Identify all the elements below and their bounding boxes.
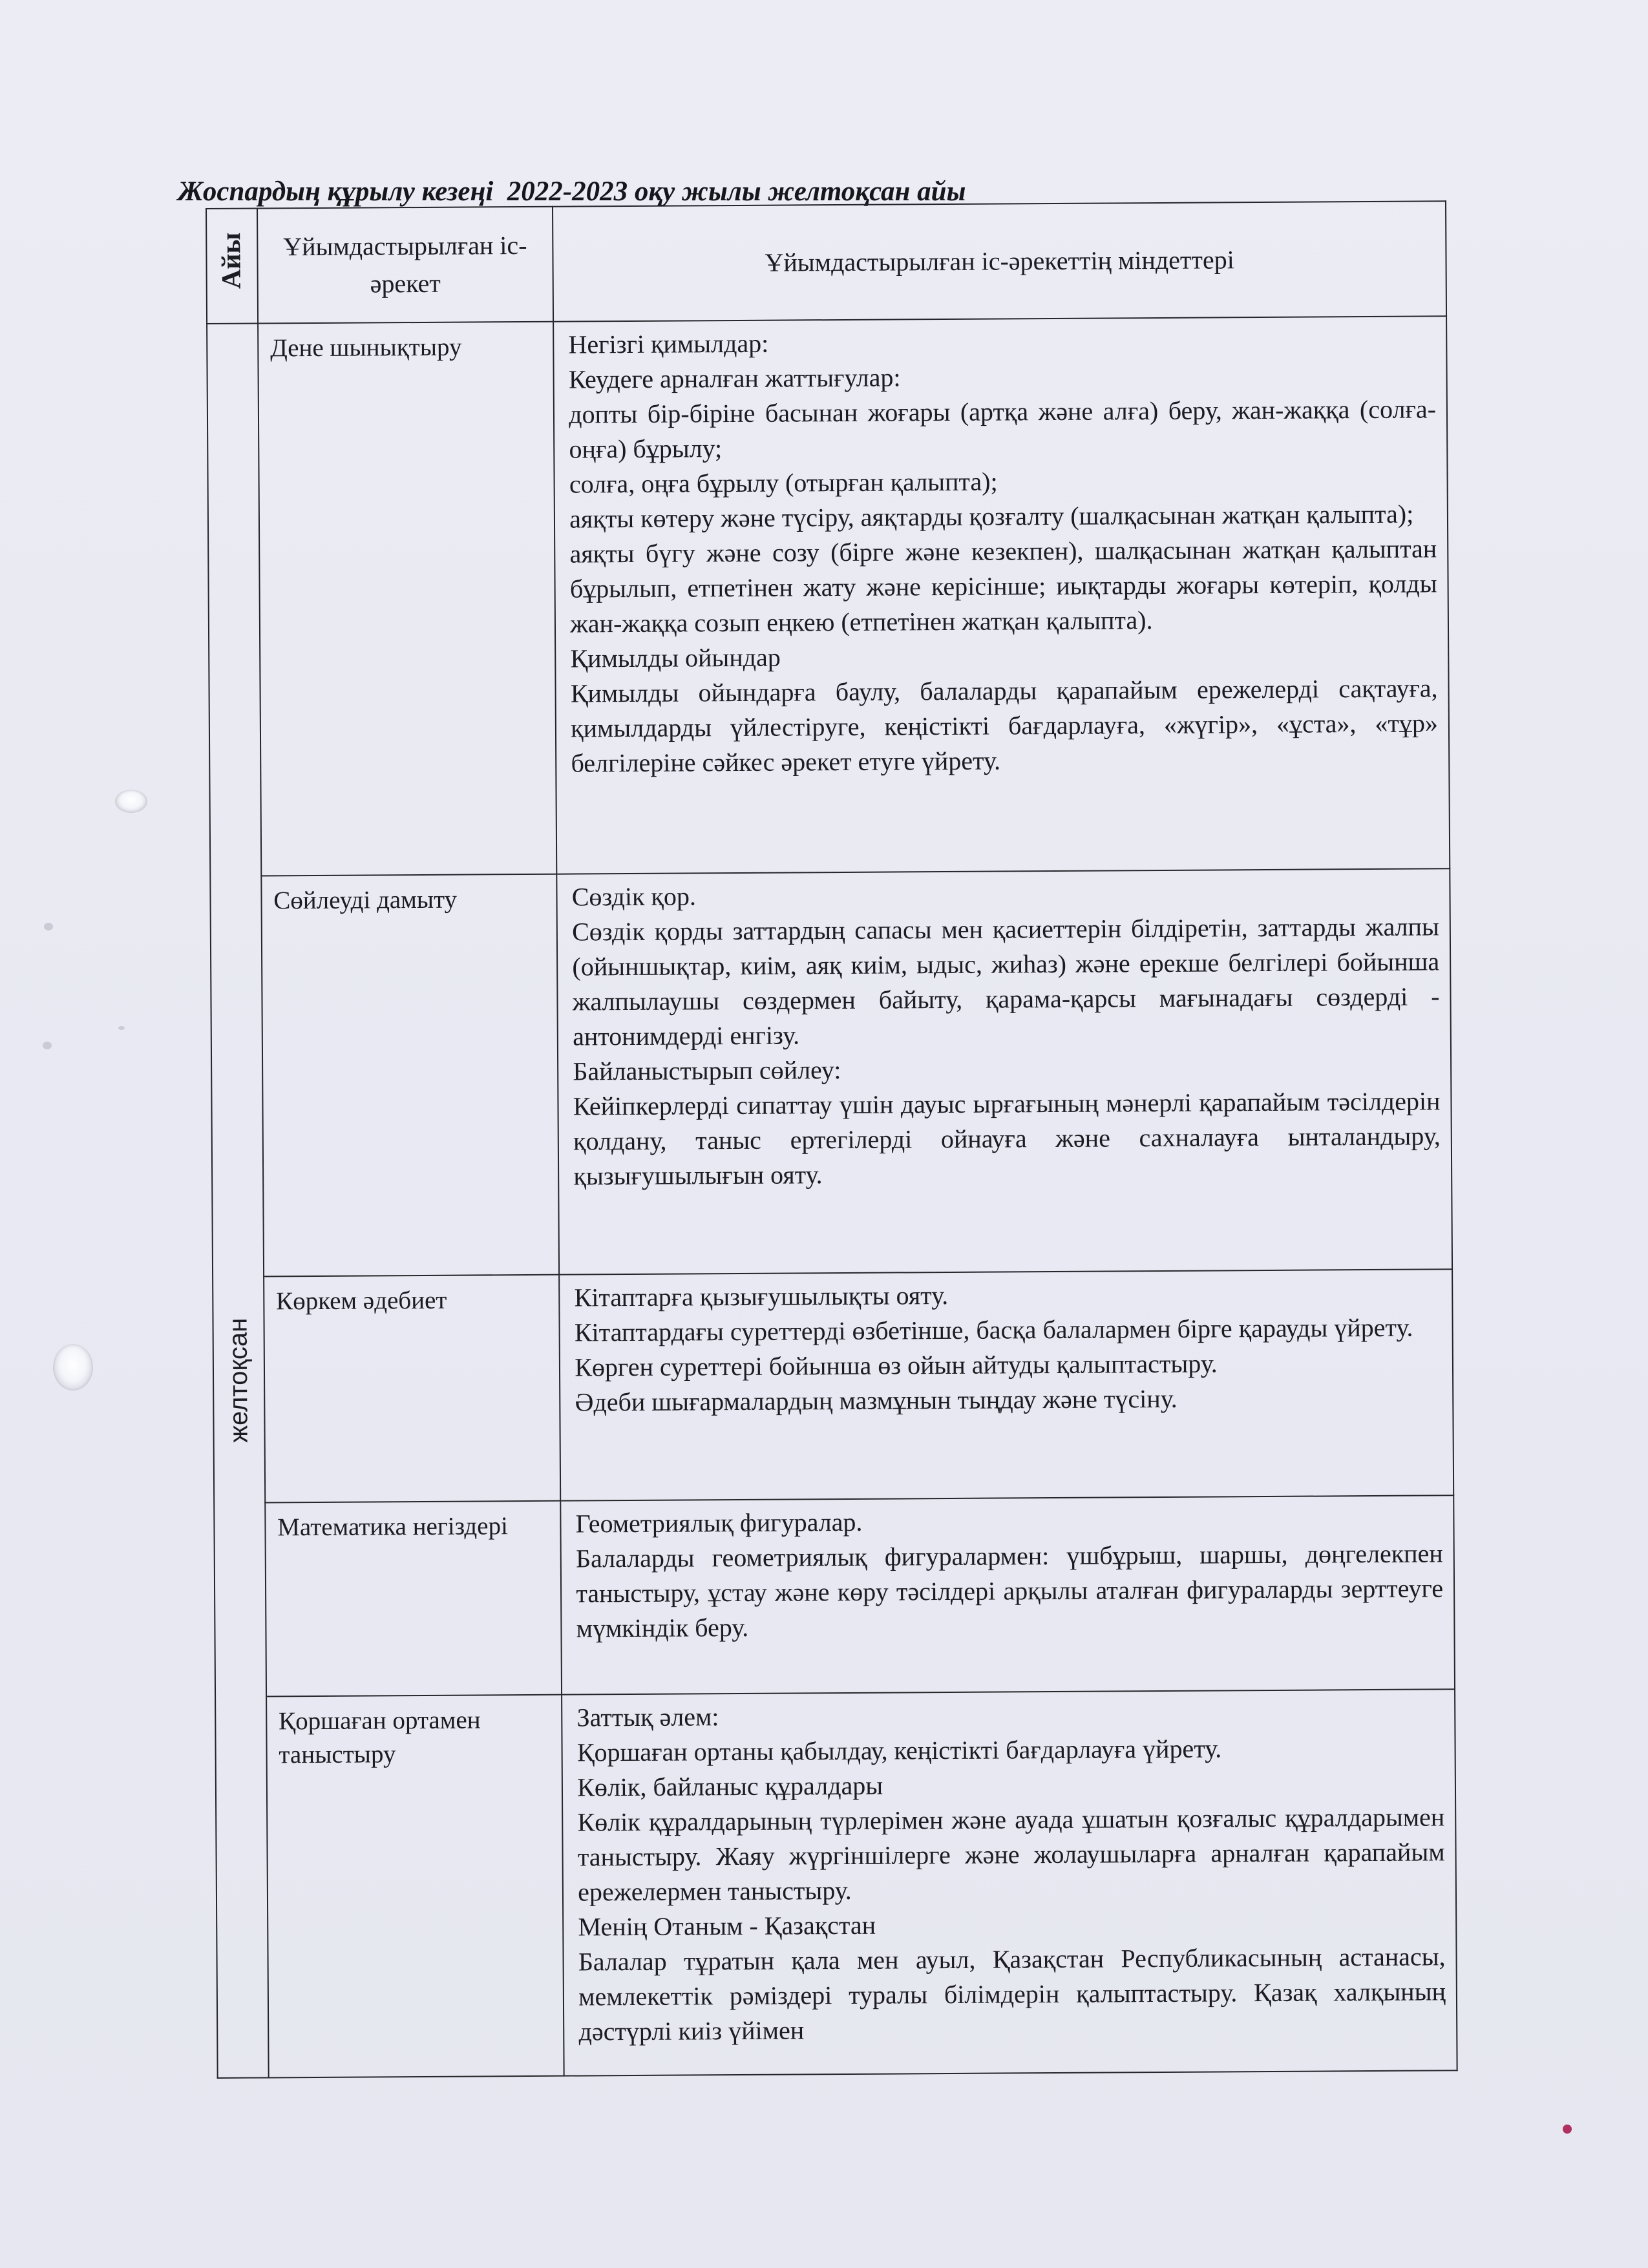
table-row xyxy=(214,1495,1455,1697)
task-line: Кітаптарға қызығушылықты ояту. xyxy=(574,1281,949,1312)
table-row xyxy=(213,1269,1453,1503)
task-line: Әдеби шығармалардың мазмұнын тыңдау және түсіну. xyxy=(575,1383,1178,1417)
table-row xyxy=(207,316,1450,876)
task-line: допты бір-біріне басынан жоғары (артқа және алға) беру, жан-жаққа (солға- оңға) бұрылу; xyxy=(569,394,1437,464)
task-line: аяқты көтеру және түсіру, аяқтарды қозғалту (шалқасынан жатқан қалыпта); xyxy=(569,499,1414,534)
task-line: Геометриялық фигуралар. xyxy=(575,1507,863,1538)
activity-cell: Сөйлеуді дамыту xyxy=(261,874,559,1277)
task-line: Қоршаған ортаны қабылдау, кеңістікті бағдарлауға үйрету. xyxy=(576,1734,1222,1767)
header-month-label: Айы xyxy=(217,232,248,289)
punch-hole-top xyxy=(115,790,147,813)
header-month xyxy=(206,209,258,324)
header-activity: Ұйымдастырылған іс-әрекет xyxy=(257,207,554,324)
task-line: аяқты бүгу және созу (бірге және кезекпен), шалқасынан жатқан қалыптан бұрылып, етпетінен жату және керісінше; иықтарды жоғары көтеріп, қолды жан-жаққа созып еңкею (етпетінен жатқан қалыпта). xyxy=(569,534,1437,638)
task-line: Балаларды геометриялық фигуралармен: үшбұрыш, шаршы, дөңгелекпен таныстыру, ұстау және көру тәсілдері арқылы аталған фигураларды зерттеуге мүмкіндік беру. xyxy=(575,1538,1444,1643)
task-line: Негізгі қимылдар: xyxy=(568,328,769,359)
paper-speck xyxy=(44,923,53,930)
table-row xyxy=(210,868,1452,1277)
tasks-cell xyxy=(560,1495,1455,1694)
header-tasks: Ұйымдастырылған іс-әрекеттің міндеттері xyxy=(553,201,1446,321)
table-row xyxy=(215,1689,1457,2078)
document-title: Жоспардың құрылу кезеңі 2022-2023 оқу жылы желтоқсан айы xyxy=(178,176,966,207)
task-line: Байланыстырып сөйлеу: xyxy=(573,1055,841,1086)
task-line: Кейіпкерлерді сипаттау үшін дауыс ырғағының мәнерлі қарапайым тәсілдерін қолдану, таныс ертегілерді ойнауға және сахналауға ынталандыру, қызығушылығын ояту. xyxy=(573,1086,1441,1191)
activity-cell: Көркем әдебиет xyxy=(264,1275,561,1503)
task-line: Қимылды ойындарға баулу, балаларды қарапайым ережелерді сақтауға, қимылдарды үйлестіруге, кеңістікті бағдарлауға, «жүгір», «ұста», «тұр» белгілеріне сәйкес әрекет етуге үйрету. xyxy=(570,673,1439,778)
tasks-cell xyxy=(557,868,1452,1274)
task-line: Кеудеге арналған жаттығулар: xyxy=(568,362,901,394)
paper-speck xyxy=(43,1042,52,1049)
tasks-cell xyxy=(553,316,1450,874)
activity-cell: Дене шынықтыру xyxy=(258,322,557,876)
ink-mark xyxy=(1563,2125,1572,2134)
task-line: Кітаптардағы суреттерді өзбетінше, басқа балалармен бірге қарауды үйрету. xyxy=(574,1312,1413,1347)
punch-hole-bottom xyxy=(53,1344,93,1391)
task-line: Сөздік қор. xyxy=(571,881,697,912)
task-line: Көлік, байланыс құралдары xyxy=(577,1770,883,1802)
tasks-cell xyxy=(559,1269,1453,1500)
paper-speck xyxy=(118,1026,125,1030)
task-line: Заттық әлем: xyxy=(576,1702,719,1732)
plan-table xyxy=(206,200,1458,2079)
task-line: Көрген суреттері бойынша өз ойын айтуды қалыптастыру. xyxy=(575,1349,1218,1382)
task-line: Менің Отаным - Қазақстан xyxy=(578,1910,876,1942)
tasks-cell xyxy=(562,1689,1457,2075)
task-line: солға, оңға бұрылу (отырған қалыпта); xyxy=(569,467,998,499)
activity-cell: Математика негіздері xyxy=(265,1501,562,1697)
table-header-row xyxy=(206,201,1446,324)
task-line: Көлік құралдарының түрлерімен және ауада ұшатын қозғалыс құралдарымен таныстыру. Жаяу жүргіншілерге және жолаушыларға арналған қарапайым ережелермен таныстыру. xyxy=(577,1802,1445,1907)
month-label: желтоқсан xyxy=(224,1318,253,1443)
task-line: Балалар тұратын қала мен ауыл, Қазақстан Республикасының астанасы, мемлекеттік рәміздері туралы білімдерін қалыптастыру. Қазақ халқының дәстүрлі киіз үйімен xyxy=(578,1942,1446,2046)
task-line: Сөздік қорды заттардың сапасы мен қасиеттерін білдіретін, заттарды жалпы (ойыншықтар, киім, аяқ киім, ыдыс, жиһаз) және ерекше белгілері бойынша жалпылаушы сөздермен байыту, қарама-қарсы мағынадағы сөздерді - антонимдерді енгізу. xyxy=(571,912,1440,1051)
activity-cell: Қоршаған ортамен таныстыру xyxy=(266,1695,564,2078)
task-line: Қимылды ойындар xyxy=(570,642,781,673)
